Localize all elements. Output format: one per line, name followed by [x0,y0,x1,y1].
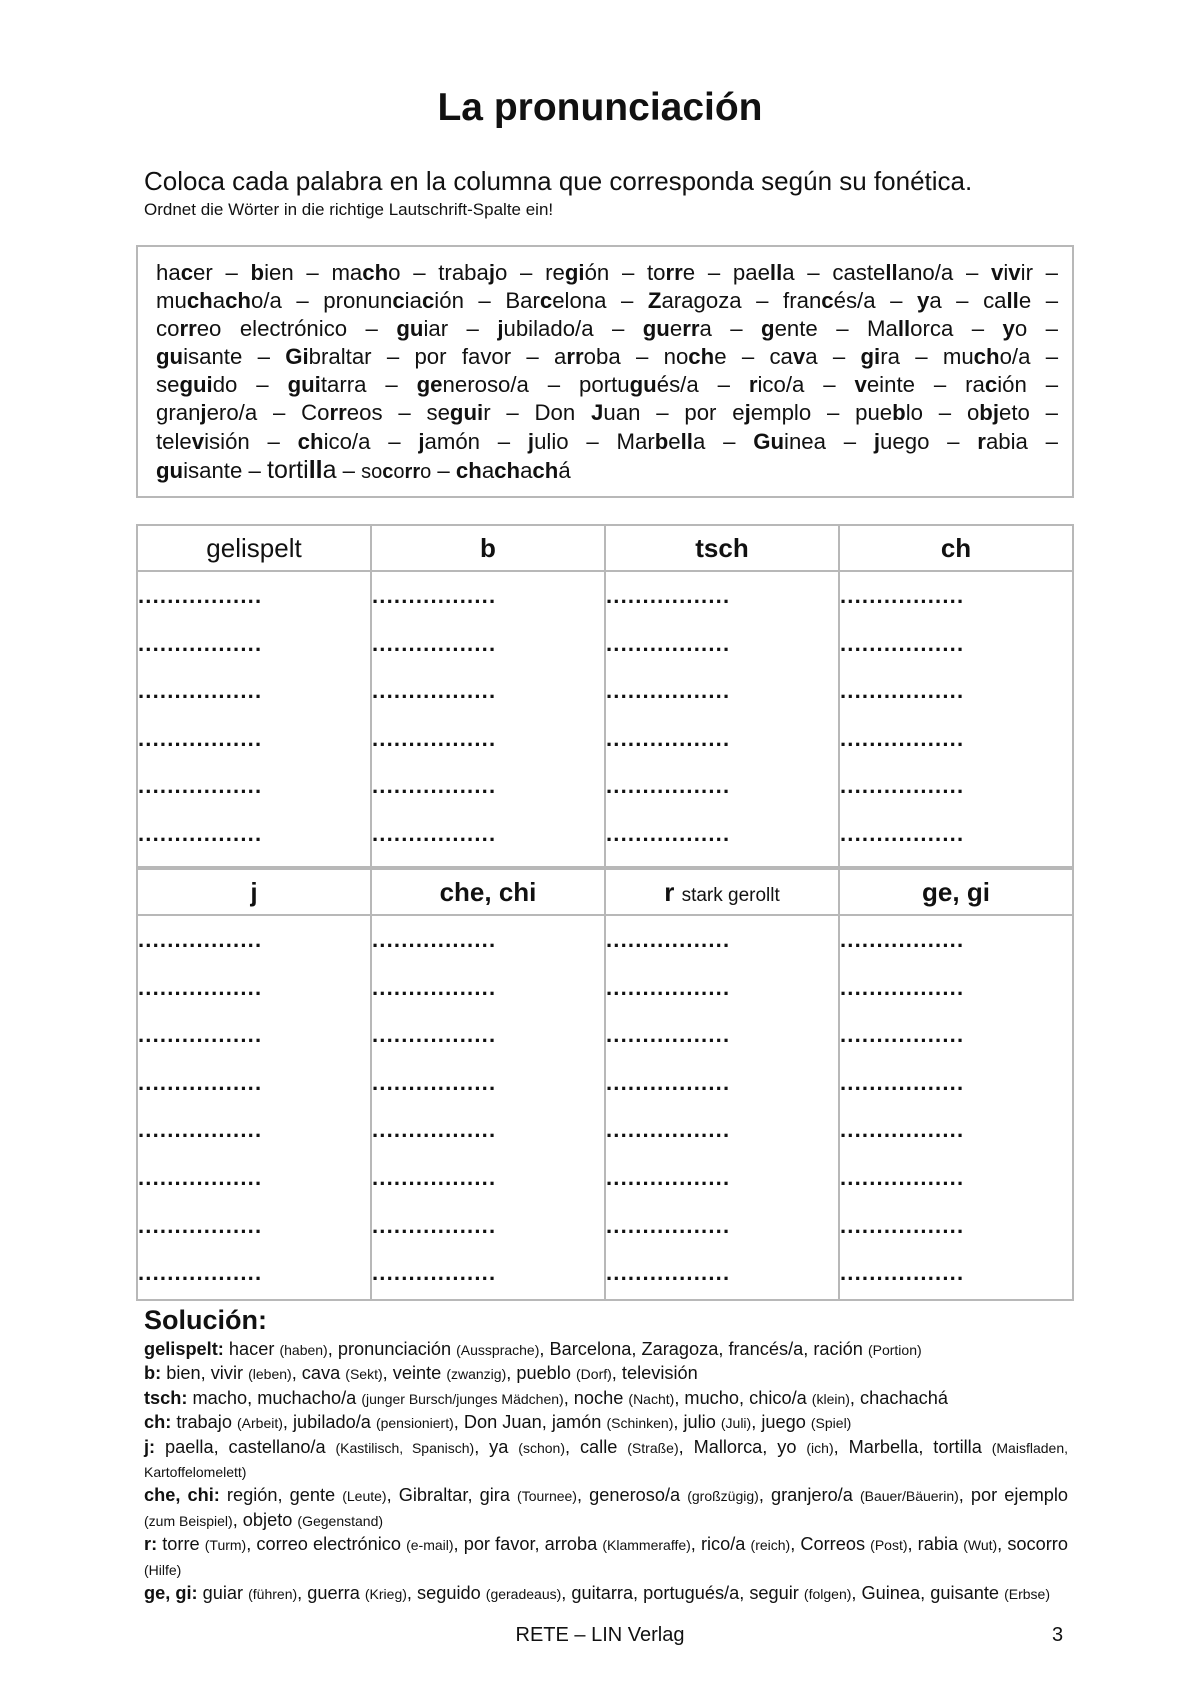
solution-line: r: torre (Turm), correo electrónico (e-mail), por favor, arroba (Klammeraffe), rico/a (reich), Correos (Post), rabia (Wut), socorro (Hilfe) [144,1534,1068,1578]
blank-line: ................. [606,583,731,608]
blank-line: ................. [840,1117,965,1143]
word-line: hacer – bien – macho – trabajo – región – torre – paella – castellano/a – vivir – [156,260,1059,285]
blank-line: ................. [606,630,731,656]
blank-line: ................. [606,1164,731,1190]
blank-line: ................. [138,773,263,799]
page-title: La pronunciación [437,86,763,129]
blank-line: ................. [138,1022,263,1048]
column-header: ch [839,525,1073,571]
blank-line: ................. [606,773,731,799]
blank-line: ................. [840,725,965,751]
column-header: r [664,876,675,907]
blank-line: ................. [606,1069,731,1095]
page-number: 3 [1052,1624,1064,1646]
word-line: granjero/a – Correos – seguir – Don Juan – por ejemplo – pueblo – objeto – [156,400,1058,426]
blank-line: ................. [138,678,263,704]
answer-column[interactable] [605,915,839,1300]
blank-line: ................. [840,1069,965,1095]
column-header: che, chi [371,869,605,915]
solution-title: Solución: [144,1305,267,1335]
blank-line: ................. [840,820,965,846]
column-header: tsch [605,525,839,571]
solution-line: tsch: macho, muchacho/a (junger Bursch/junges Mädchen), noche (Nacht), mucho, chico/a (klein), chachachá [144,1387,948,1408]
blank-line: ................. [138,1212,263,1238]
solution-line: j: paella, castellano/a (Kastilisch, Spanisch), ya (schon), calle (Straße), Mallorca, yo (ich), Marbella, tortilla (Maisfladen, Kartoffelomelett) [144,1436,1068,1481]
answer-column[interactable] [839,915,1073,1300]
solution-line: b: bien, vivir (leben), cava (Sekt), veinte (zwanzig), pueblo (Dorf), televisión [144,1363,698,1384]
word-line: televisión – chico/a – jamón – julio – Marbella – Guinea – juego – rabia – [156,428,1059,454]
sorting-table-2 [136,868,1074,1301]
blank-line: ................. [840,773,965,799]
answer-column[interactable] [605,571,839,867]
blank-line: ................. [372,1212,497,1238]
word-line: muchacho/a – pronunciación – Barcelona – Zaragoza – francés/a – ya – calle – [156,288,1059,314]
solution-line: ch: trabajo (Arbeit), jubilado/a (pensioniert), Don Juan, jamón (Schinken), julio (Juli), juego (Spiel) [144,1412,852,1433]
blank-line: ................. [606,927,731,952]
blank-line: ................. [372,1117,497,1143]
blank-line: ................. [138,583,263,608]
blank-line: ................. [372,583,497,608]
blank-line: ................. [840,1022,965,1048]
blank-line: ................. [372,820,497,846]
column-header-note: stark gerollt [681,884,780,906]
column-header-r [605,869,839,915]
blank-line: ................. [372,725,497,751]
blank-line: ................. [840,1212,965,1238]
sorting-table-1 [136,524,1074,868]
blank-line: ................. [138,1117,263,1143]
blank-line: ................. [138,820,263,846]
blank-line: ................. [372,974,497,1000]
blank-line: ................. [138,1164,263,1190]
blank-line: ................. [606,820,731,846]
column-header: b [371,525,605,571]
word-line: correo electrónico – guiar – jubilado/a – guerra – gente – Mallorca – yo – [156,316,1058,342]
blank-line: ................. [372,1164,497,1190]
answer-column[interactable] [371,571,605,867]
blank-line: ................. [138,630,263,656]
blank-line: ................. [372,1069,497,1095]
answer-column[interactable] [137,915,371,1300]
blank-line: ................. [606,974,731,1000]
blank-line: ................. [840,927,965,952]
word-bank-box [136,245,1074,498]
blank-line: ................. [840,630,965,656]
blank-line: ................. [372,630,497,656]
answer-column[interactable] [839,571,1073,867]
blank-line: ................. [840,1164,965,1190]
blank-line: ................. [840,678,965,704]
blank-line: ................. [606,1022,731,1048]
blank-line: ................. [840,974,965,1000]
blank-line: ................. [138,1069,263,1095]
column-header: ge, gi [839,869,1073,915]
word-line: guisante – Gibraltar – por favor – arroba – noche – cava – gira – mucho/a – [156,344,1059,370]
blank-line: ................. [372,773,497,799]
blank-line: ................. [606,678,731,704]
blank-line: ................. [138,1260,263,1286]
solution-line: ge, gi: guiar (führen), guerra (Krieg), seguido (geradeaus), guitarra, portugués/a, seguir (folgen), Guinea, guisante (Erbse) [144,1583,1050,1604]
solution-line: gelispelt: hacer (haben), pronunciación (Aussprache), Barcelona, Zaragoza, francés/a, ración (Portion) [144,1339,922,1359]
column-header: j [137,869,371,915]
instruction-german: Ordnet die Wörter in die richtige Lautschrift-Spalte ein! [144,200,554,219]
blank-line: ................. [138,927,263,952]
blank-line: ................. [606,725,731,751]
instruction-spanish: Coloca cada palabra en la columna que corresponda según su fonética. [144,166,973,196]
blank-line: ................. [606,1117,731,1143]
solution-line: che, chi: región, gente (Leute), Gibraltar, gira (Tournee), generoso/a (großzügig), granjero/a (Bauer/Bäuerin), por ejemplo (zum Beispiel), objeto (Gegenstand) [144,1485,1068,1530]
blank-line: ................. [840,583,965,608]
blank-line: ................. [138,974,263,1000]
word-line: seguido – guitarra – generoso/a – portugués/a – rico/a – veinte – ración – [156,372,1059,398]
word-line: guisante – tortilla – socorro – chachachá [156,455,571,484]
blank-line: ................. [372,1260,497,1286]
blank-line: ................. [606,1212,731,1238]
answer-column[interactable] [371,915,605,1300]
blank-line: ................. [138,725,263,751]
blank-line: ................. [372,1022,497,1048]
answer-column[interactable] [137,571,371,867]
blank-line: ................. [606,1260,731,1286]
solution-section [144,1305,1068,1606]
blank-line: ................. [372,927,497,952]
column-header: gelispelt [137,525,371,571]
blank-line: ................. [840,1260,965,1286]
blank-line: ................. [372,678,497,704]
footer-publisher: RETE – LIN Verlag [515,1624,685,1646]
